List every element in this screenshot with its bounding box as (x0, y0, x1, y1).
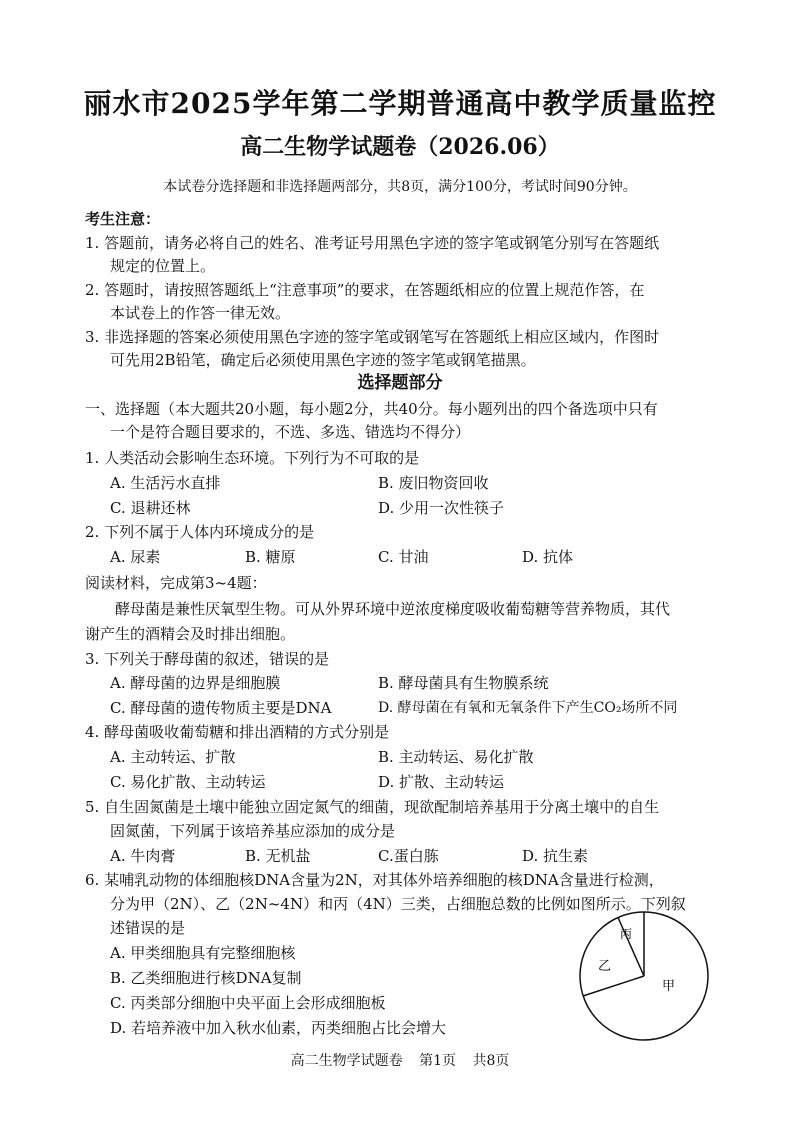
notice-line: 可先用2B铅笔，确定后必须使用黑色字迹的签字笔或钢笔描黑。 (110, 351, 536, 369)
footer-page-number: 第1页 (419, 1053, 456, 1069)
notice-line: 本试卷上的作答一律无效。 (110, 304, 291, 322)
question-5-stem: 5. 自生固氮菌是土壤中能独立固定氮气的细菌，现欲配制培养基用于分离土壤中的自生 (85, 798, 660, 816)
question-4-option-a: A. 主动转运、扩散 (110, 748, 236, 766)
pie-label-bing: 丙 (620, 927, 633, 941)
question-1-option-b: B. 废旧物资回收 (378, 474, 489, 492)
question-2-stem: 2. 下列不属于人体内环境成分的是 (85, 523, 315, 541)
question-6-option-d: D. 若培养液中加入秋水仙素，丙类细胞占比会增大 (110, 1019, 447, 1037)
question-3-option-d: D. 酵母菌在有氧和无氧条件下产生CO₂场所不同 (378, 700, 678, 716)
pie-label-jia: 甲 (662, 979, 676, 994)
section-heading: 选择题部分 (357, 373, 443, 393)
question-5-stem: 固氮菌，下列属于该培养基应添加的成分是 (110, 822, 396, 840)
question-1-option-a: A. 生活污水直排 (110, 474, 221, 492)
question-4-option-d: D. 扩散、主动转运 (378, 773, 505, 791)
question-3-option-c: C. 酵母菌的遗传物质主要是DNA (110, 699, 332, 717)
question-2-option-b: B. 糖原 (245, 548, 296, 566)
question-2-option-d: D. 抗体 (522, 548, 574, 566)
question-2-option-c: C. 甘油 (378, 548, 429, 566)
reading-text: 酵母菌是兼性厌氧型生物。可从外界环境中逆浓度梯度吸收葡萄糖等营养物质，其代 (115, 600, 671, 618)
question-4-stem: 4. 酵母菌吸收葡萄糖和排出酒精的方式分别是 (85, 723, 390, 741)
question-6-option-c: C. 丙类部分细胞中央平面上会形成细胞板 (110, 994, 386, 1012)
notice-line: 规定的位置上。 (110, 257, 216, 275)
question-5-option-b: B. 无机盐 (245, 847, 311, 865)
question-1-option-d: D. 少用一次性筷子 (378, 499, 505, 517)
question-3-stem: 3. 下列关于酵母菌的叙述，错误的是 (85, 650, 330, 668)
question-4-option-c: C. 易化扩散、主动转运 (110, 773, 266, 791)
footer-total-pages: 共8页 (472, 1053, 510, 1069)
question-6-option-b: B. 乙类细胞进行核DNA复制 (110, 969, 302, 987)
part-instruction: 一、选择题（本大题共20小题，每小题2分，共40分。每小题列出的四个备选项中只有 (85, 400, 658, 418)
question-3-option-a: A. 酵母菌的边界是细胞膜 (110, 674, 281, 692)
question-1-stem: 1. 人类活动会影响生态环境。下列行为不可取的是 (85, 449, 420, 467)
cell-proportion-pie (576, 908, 712, 1044)
page-footer (0, 1050, 800, 1070)
notice-heading: 考生注意： (85, 210, 161, 228)
notice-line: 3. 非选择题的答案必须使用黑色字迹的签字笔或钢笔写在答题纸上相应区域内，作图时 (85, 328, 660, 346)
question-5-option-d: D. 抗生素 (522, 847, 589, 865)
question-5-option-a: A. 牛肉膏 (110, 847, 176, 865)
notice-line: 2. 答题时，请按照答题纸上“注意事项”的要求，在答题纸相应的位置上规范作答，在 (85, 281, 645, 299)
exam-intro: 本试卷分选择题和非选择题两部分，共8页，满分100分，考试时间90分钟。 (163, 179, 637, 195)
exam-title: 丽水市2025学年第二学期普通高中教学质量监控 (83, 87, 717, 120)
part-instruction: 一个是符合题目要求的，不选、多选、错选均不得分） (110, 423, 471, 441)
question-6-stem: 述错误的是 (110, 919, 186, 937)
question-6-stem: 6. 某哺乳动物的体细胞核DNA含量为2N，对其体外培养细胞的核DNA含量进行检测， (85, 871, 664, 889)
notice-line: 1. 答题前，请务必将自己的姓名、准考证号用黑色字迹的签字笔或钢笔分别写在答题纸 (85, 234, 660, 252)
question-5-option-c: C.蛋白胨 (378, 847, 439, 865)
reading-text: 谢产生的酒精会及时排出细胞。 (85, 625, 296, 643)
footer-paper-name: 高二生物学试题卷 (290, 1053, 403, 1069)
question-4-option-b: B. 主动转运、易化扩散 (378, 748, 534, 766)
question-2-option-a: A. 尿素 (110, 548, 161, 566)
pie-label-yi: 乙 (598, 959, 612, 974)
question-6-option-a: A. 甲类细胞具有完整细胞核 (110, 944, 296, 962)
reading-lead: 阅读材料，完成第3~4题： (85, 574, 267, 592)
question-3-option-b: B. 酵母菌具有生物膜系统 (378, 674, 549, 692)
question-1-option-c: C. 退耕还林 (110, 499, 191, 517)
pie-divider (583, 976, 644, 996)
exam-subtitle: 高二生物学试题卷（2026.06） (240, 134, 560, 160)
question-6-stem: 分为甲（2N）、乙（2N~4N）和丙（4N）三类，占细胞总数的比例如图所示。下列叙 (110, 895, 686, 913)
